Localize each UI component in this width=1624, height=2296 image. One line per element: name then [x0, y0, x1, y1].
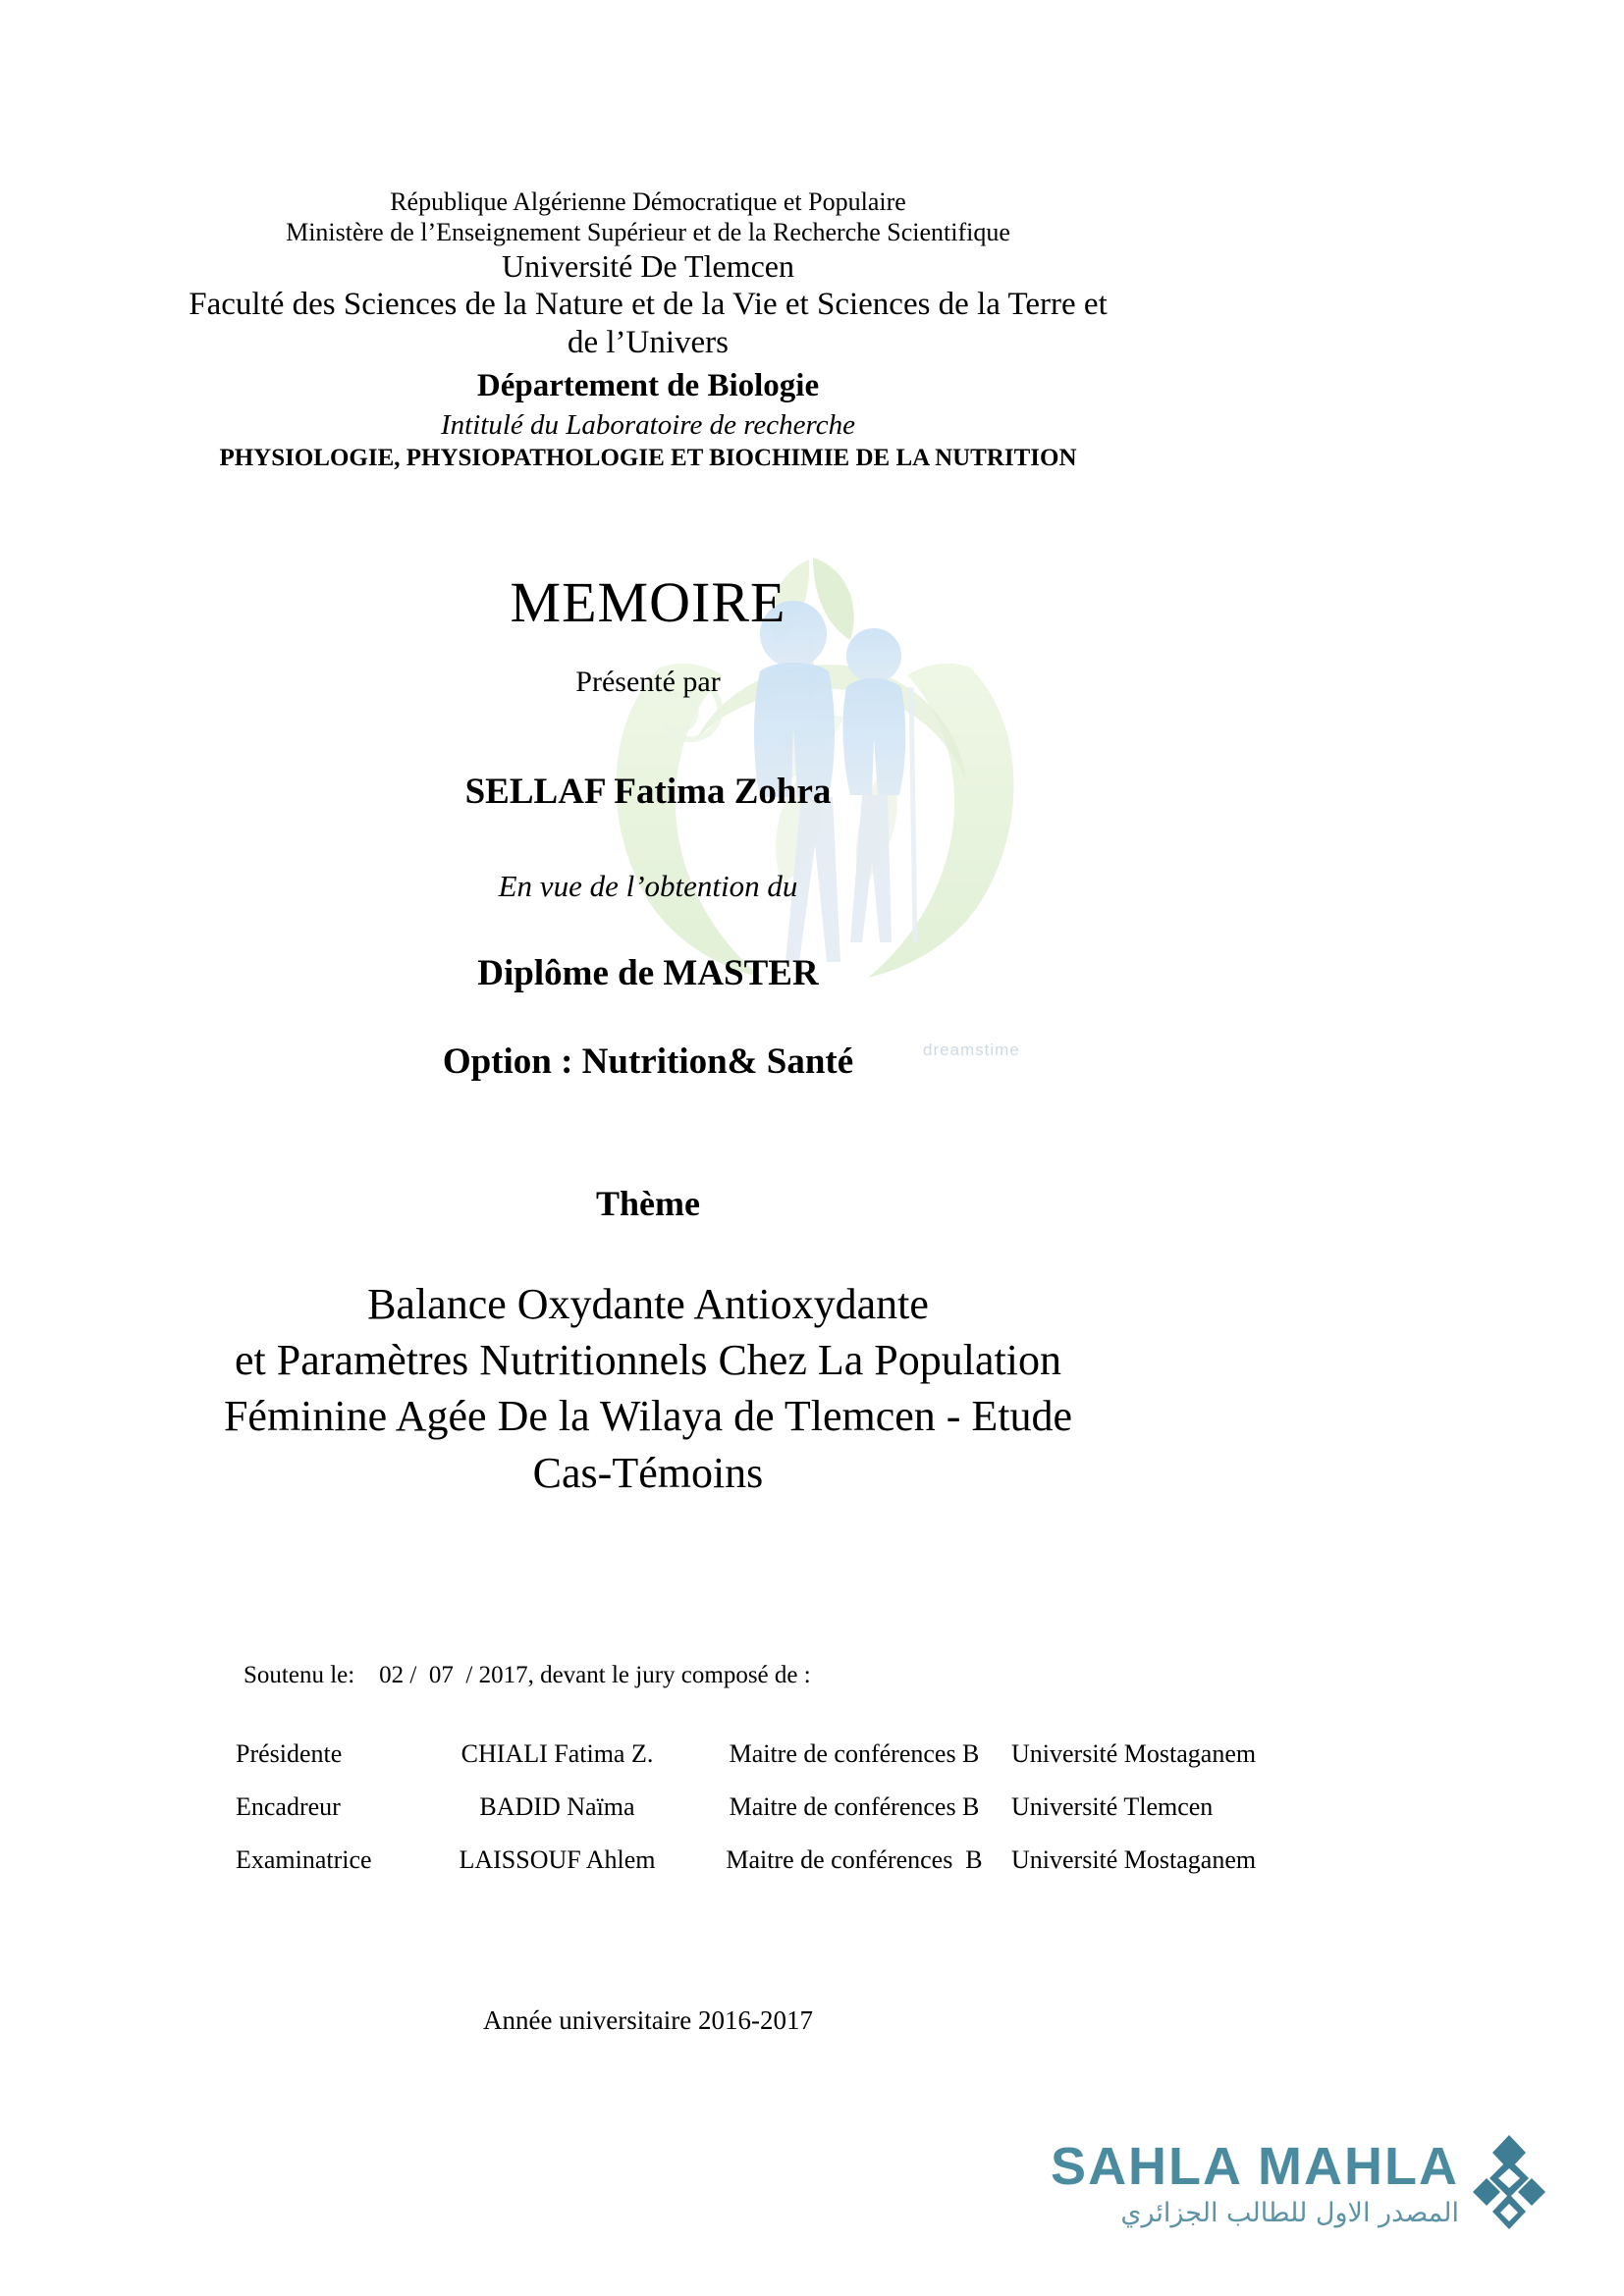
academic-year: Année universitaire 2016-2017	[483, 2005, 813, 2035]
header-line-university: Université De Tlemcen	[502, 248, 794, 285]
jury-grade: Maitre de conférences B	[726, 1845, 983, 1874]
jury-university: Université Tlemcen	[1011, 1792, 1214, 1821]
jury-role: Encadreur	[236, 1792, 341, 1821]
header-line-ministry: Ministère de l’Enseignement Supérieur et de la Recherche Scientifique	[286, 218, 1010, 247]
jury-row	[236, 1845, 1375, 1875]
jury-row	[236, 1792, 1375, 1822]
in-view-of-label: En vue de l’obtention du	[498, 869, 798, 903]
thesis-title-line: Balance Oxydante Antioxydante	[367, 1280, 929, 1328]
thesis-title-line: et Paramètres Nutritionnels Chez La Population	[235, 1336, 1061, 1385]
degree-option: Option : Nutrition& Santé	[442, 1041, 854, 1082]
jury-row	[236, 1739, 1375, 1769]
jury-name: BADID Naïma	[479, 1792, 635, 1821]
document-type-heading: MEMOIRE	[510, 570, 786, 634]
institution-header	[157, 187, 1139, 473]
header-lab-label: Intitulé du Laboratoire de recherche	[440, 408, 855, 441]
thesis-title	[137, 1276, 1159, 1501]
defense-statement: Soutenu le: 02 / 07 / 2017, devant le jury composé de :	[244, 1662, 811, 1688]
header-line-republic: République Algérienne Démocratique et Populaire	[390, 187, 906, 216]
presented-by-label: Présenté par	[575, 666, 721, 698]
theme-label: Thème	[596, 1184, 700, 1223]
watermark-stock-label: dreamstime	[923, 1041, 1020, 1059]
logo-tagline-arabic: المصدر الاول للطالب الجزائري	[1120, 2198, 1459, 2229]
jury-university: Université Mostaganem	[1011, 1739, 1257, 1768]
logo-diamond-emblem-icon	[1467, 2133, 1551, 2235]
jury-grade: Maitre de conférences B	[729, 1792, 980, 1821]
jury-grade: Maitre de conférences B	[729, 1739, 980, 1768]
degree-name: Diplôme de MASTER	[477, 953, 819, 993]
jury-university: Université Mostaganem	[1011, 1845, 1257, 1874]
jury-name: CHIALI Fatima Z.	[460, 1739, 654, 1768]
sahla-mahla-logo	[1051, 2133, 1551, 2235]
header-lab-name: PHYSIOLOGIE, PHYSIOPATHOLOGIE ET BIOCHIMIE DE LA NUTRITION	[219, 445, 1077, 472]
header-line-faculty-cont: de l’Univers	[567, 325, 730, 361]
jury-role: Présidente	[236, 1739, 343, 1768]
thesis-title-line: Cas-Témoins	[532, 1448, 764, 1497]
header-line-faculty: Faculté des Sciences de la Nature et de la Vie et Sciences de la Terre et	[189, 286, 1108, 322]
author-name: SELLAF Fatima Zohra	[464, 772, 832, 812]
jury-role: Examinatrice	[236, 1845, 372, 1874]
jury-name: LAISSOUF Ahlem	[459, 1845, 656, 1874]
logo-text-group	[1051, 2137, 1459, 2229]
header-department: Département de Biologie	[476, 367, 820, 403]
logo-wordmark: SAHLA MAHLA	[1051, 2137, 1459, 2197]
thesis-title-line: Féminine Agée De la Wilaya de Tlemcen - Etude	[223, 1392, 1073, 1441]
jury-table	[236, 1739, 1375, 1898]
